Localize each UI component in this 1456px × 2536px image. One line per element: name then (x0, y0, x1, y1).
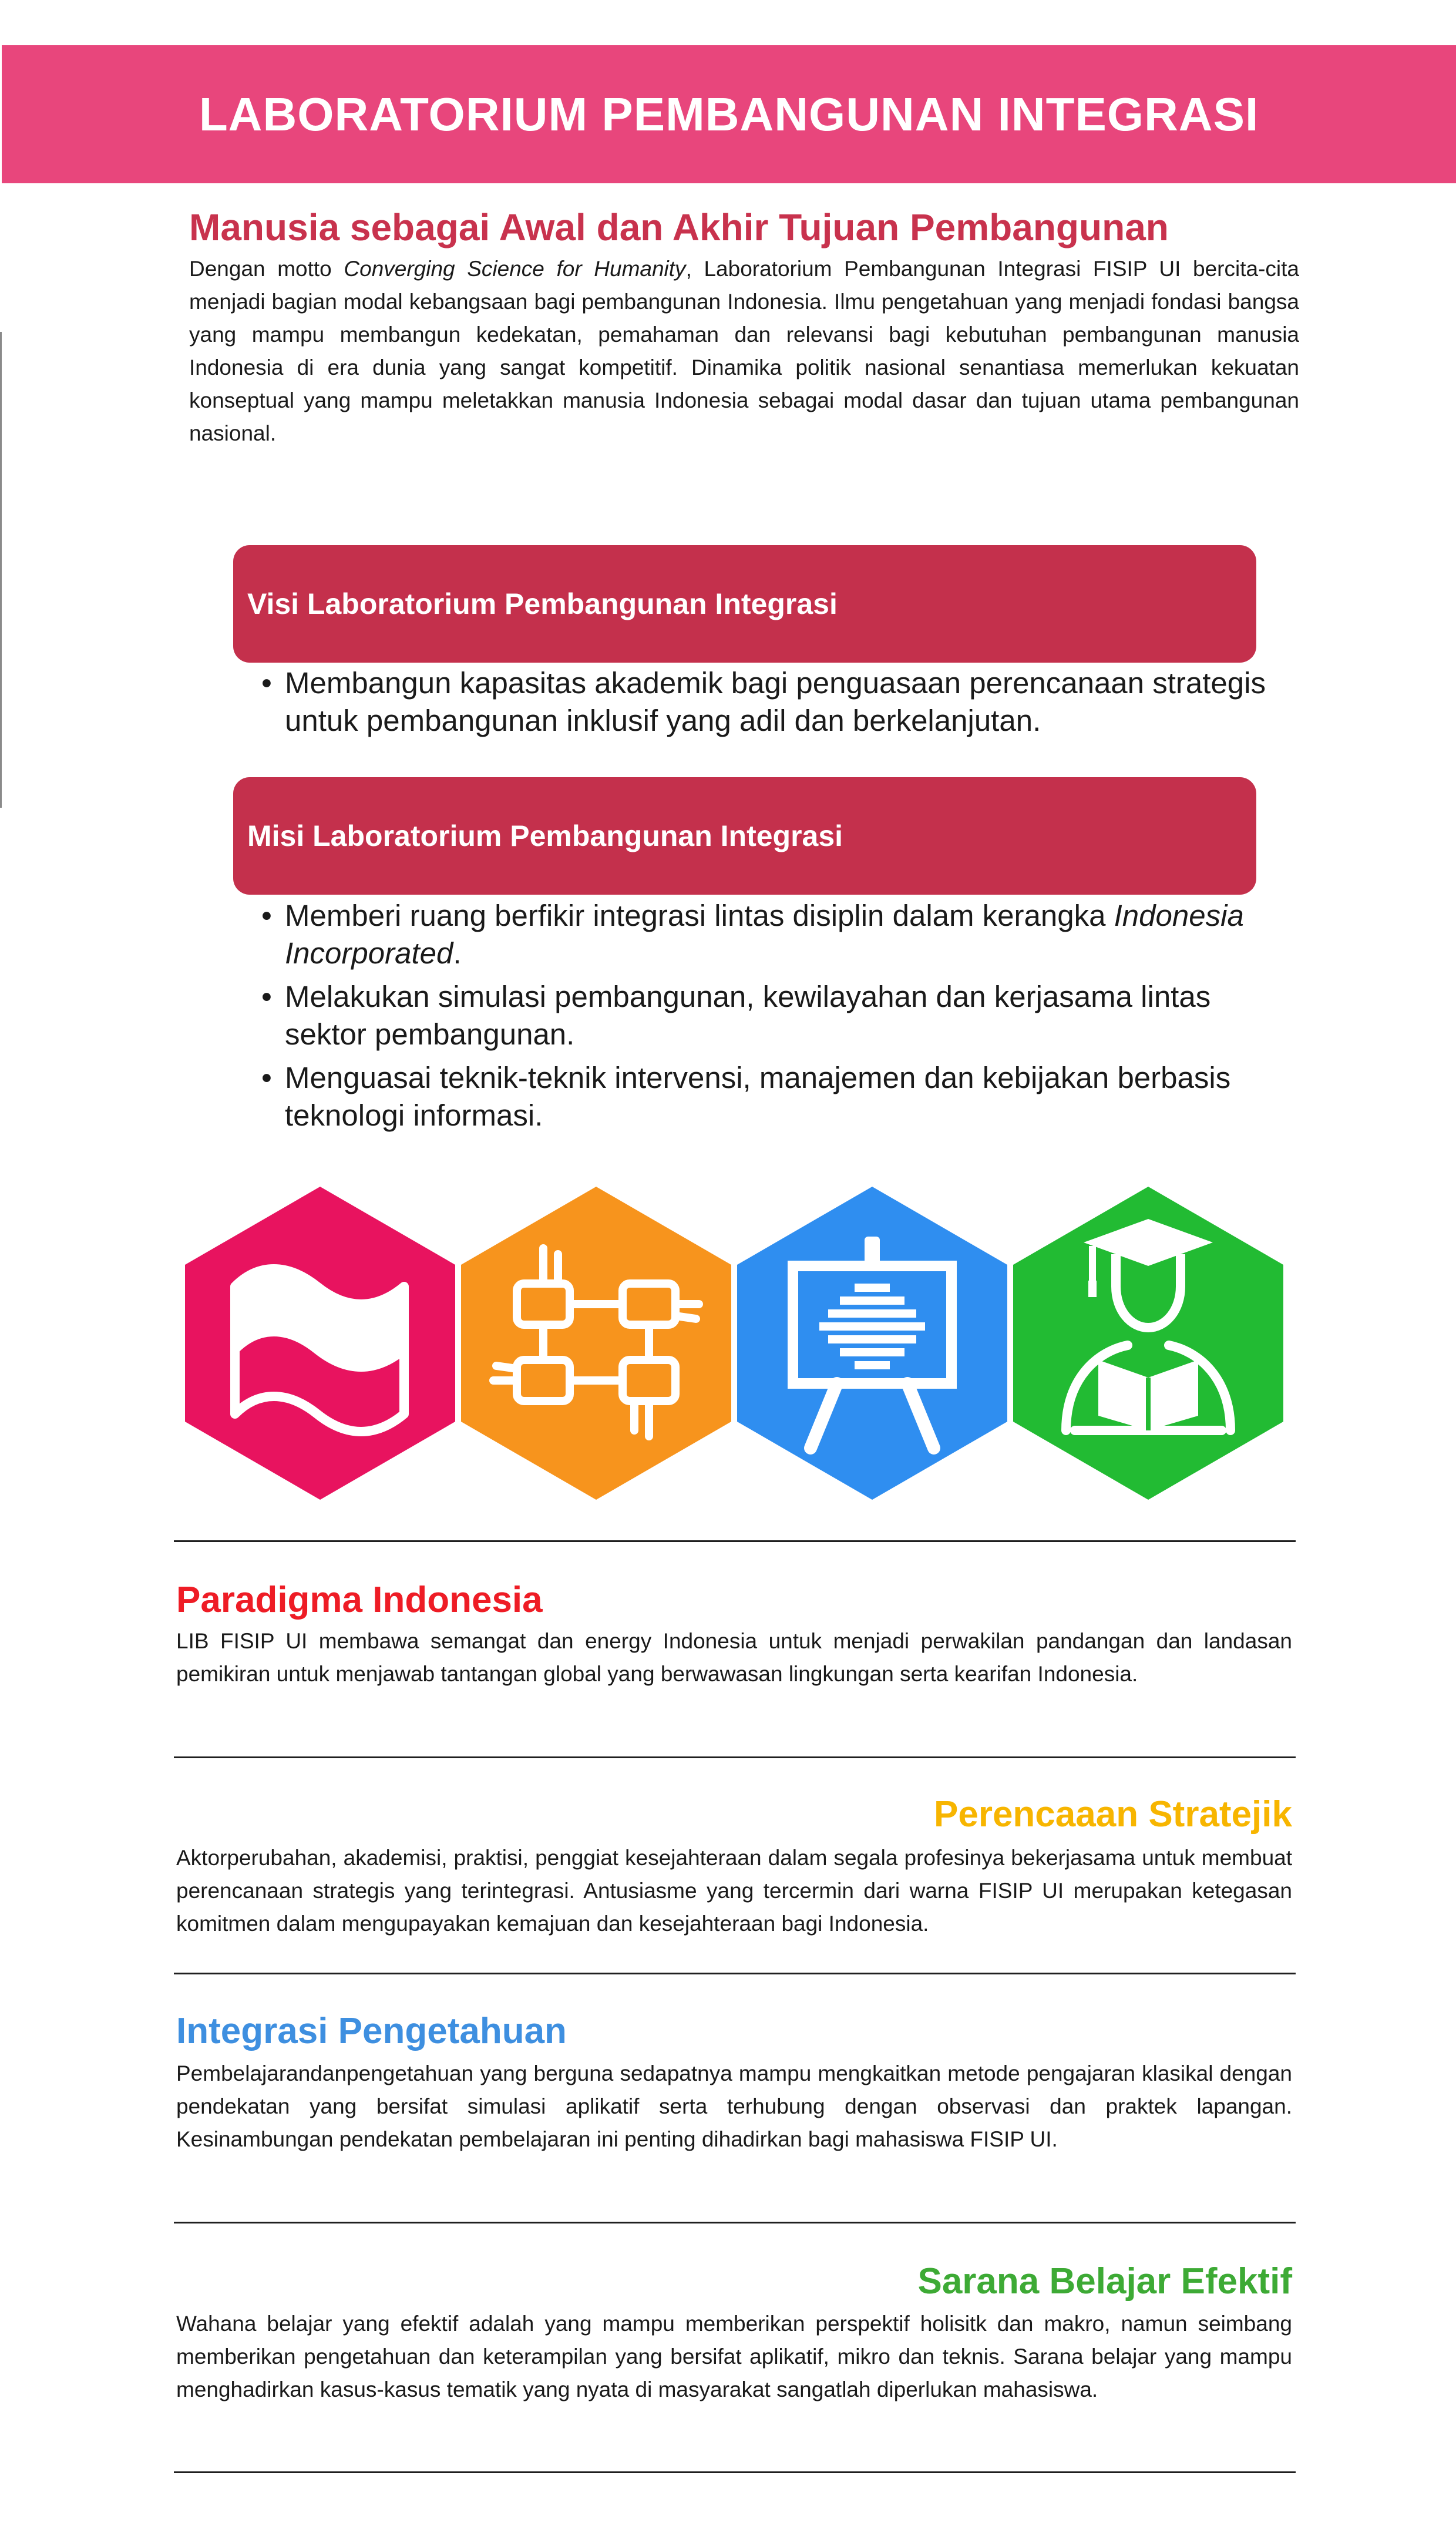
section-text-sarana: Wahana belajar yang efektif adalah yang mampu memberikan perspektif holisitk dan makro, namun seimbang memberikan pengetahuan dan keterampilan yang bersifat aplikatif, mikro dan teknis. Sarana belajar yang mampu menghadirkan kasus-kasus tematik yang nyata di masyarakat sangatlah diperlukan mahasiswa. (176, 2312, 1292, 2401)
section-title-perencanaan: Perencaaan Stratejik (933, 1794, 1292, 1835)
left-margin-rule (0, 332, 2, 808)
icon-row (182, 1184, 1298, 1501)
intro-motto: Converging Science for Humanity (344, 257, 686, 281)
misi-item-3: • Menguasai teknik-teknik intervensi, manajemen dan kebijakan berbasis teknologi informasi. (261, 1059, 1272, 1134)
visi-item: • Membangun kapasitas akademik bagi penguasaan perencanaan strategis untuk pembangunan inklusif yang adil dan berkelanjutan. (261, 664, 1272, 740)
header-banner (2, 45, 1456, 183)
graduate-reading-icon (1013, 1187, 1283, 1500)
divider (174, 2222, 1296, 2223)
misi-item-2: • Melakukan simulasi pembangunan, kewilayahan dan kerjasama lintas sektor pembangunan. (261, 978, 1272, 1053)
section-title-integrasi: Integrasi Pengetahuan (176, 2011, 567, 2051)
page-title: LABORATORIUM PEMBANGUNAN INTEGRASI (199, 88, 1259, 140)
visi-header (233, 545, 1256, 663)
indonesia-flag-icon (185, 1187, 455, 1500)
visi-list (261, 664, 1272, 745)
hex-background (461, 1187, 731, 1500)
joined-hands-icon (461, 1187, 731, 1500)
misi-item-1: • Memberi ruang berfikir integrasi lintas disiplin dalam kerangka Indonesia Incorporated. (261, 897, 1272, 972)
bullet-icon: • (261, 1061, 272, 1094)
intro-text-rest: , Laboratorium Pembangunan Integrasi FISIP UI bercita-cita menjadi bagian modal kebangsaan bagi pembangunan Indonesia. Ilmu pengetahuan yang menjadi fondasi bangsa yang mampu membangun kedekatan, pemahaman dan relevansi bagi kebutuhan pembangunan manusia Indonesia di era dunia yang sangat kompetitif. Dinamika politik nasional senantiasa memerlukan kekuatan konseptual yang mampu meletakkan manusia Indonesia sebagai modal dasar dan tujuan utama pembangunan nasional. (189, 257, 1299, 445)
intro-text-prefix: Dengan motto (189, 257, 344, 281)
section-text-integrasi: Pembelajarandanpengetahuan yang berguna sedapatnya mampu mengkaitkan metode pengajaran klasikal dengan pendekatan yang bersifat simulasi aplikatif serta terhubung dengan observasi dan praktek lapangan. Kesinambungan pendekatan pembelajaran ini penting dihadirkan bagi mahasiswa FISIP UI. (176, 2061, 1292, 2151)
section-text-perencanaan: Aktorperubahan, akademisi, praktisi, penggiat kesejahteraan dalam segala profesinya bekerjasama untuk membuat perencanaan strategis yang terintegrasi. Antusiasme yang tercermin dari warna FISIP UI merupakan ketegasan komitmen dalam mengupayakan kemajuan dan kesejahteraan bagi Indonesia. (176, 1846, 1292, 1936)
intro-title: Manusia sebagai Awal dan Akhir Tujuan Pembangunan (189, 206, 1169, 248)
divider (174, 1973, 1296, 1974)
icon-row-svg (182, 1184, 1298, 1501)
presentation-board-icon (737, 1187, 1007, 1500)
bullet-icon: • (261, 980, 272, 1013)
bullet-icon: • (261, 666, 272, 700)
divider (174, 1756, 1296, 1758)
section-title-paradigma: Paradigma Indonesia (176, 1580, 543, 1620)
section-title-sarana: Sarana Belajar Efektif (917, 2261, 1292, 2302)
misi-header (233, 777, 1256, 895)
intro-paragraph (189, 253, 1299, 450)
misi-title: Misi Laboratorium Pembangunan Integrasi (247, 819, 843, 852)
bullet-icon: • (261, 899, 272, 932)
section-text-paradigma: LIB FISIP UI membawa semangat dan energy Indonesia untuk menjadi perwakilan pandangan dan landasan pemikiran untuk menjawab tantangan global yang berwawasan lingkungan serta kearifan Indonesia. (176, 1629, 1292, 1686)
divider (174, 1540, 1296, 1542)
misi-list (261, 897, 1272, 1140)
visi-title: Visi Laboratorium Pembangunan Integrasi (247, 587, 838, 620)
divider (174, 2471, 1296, 2473)
